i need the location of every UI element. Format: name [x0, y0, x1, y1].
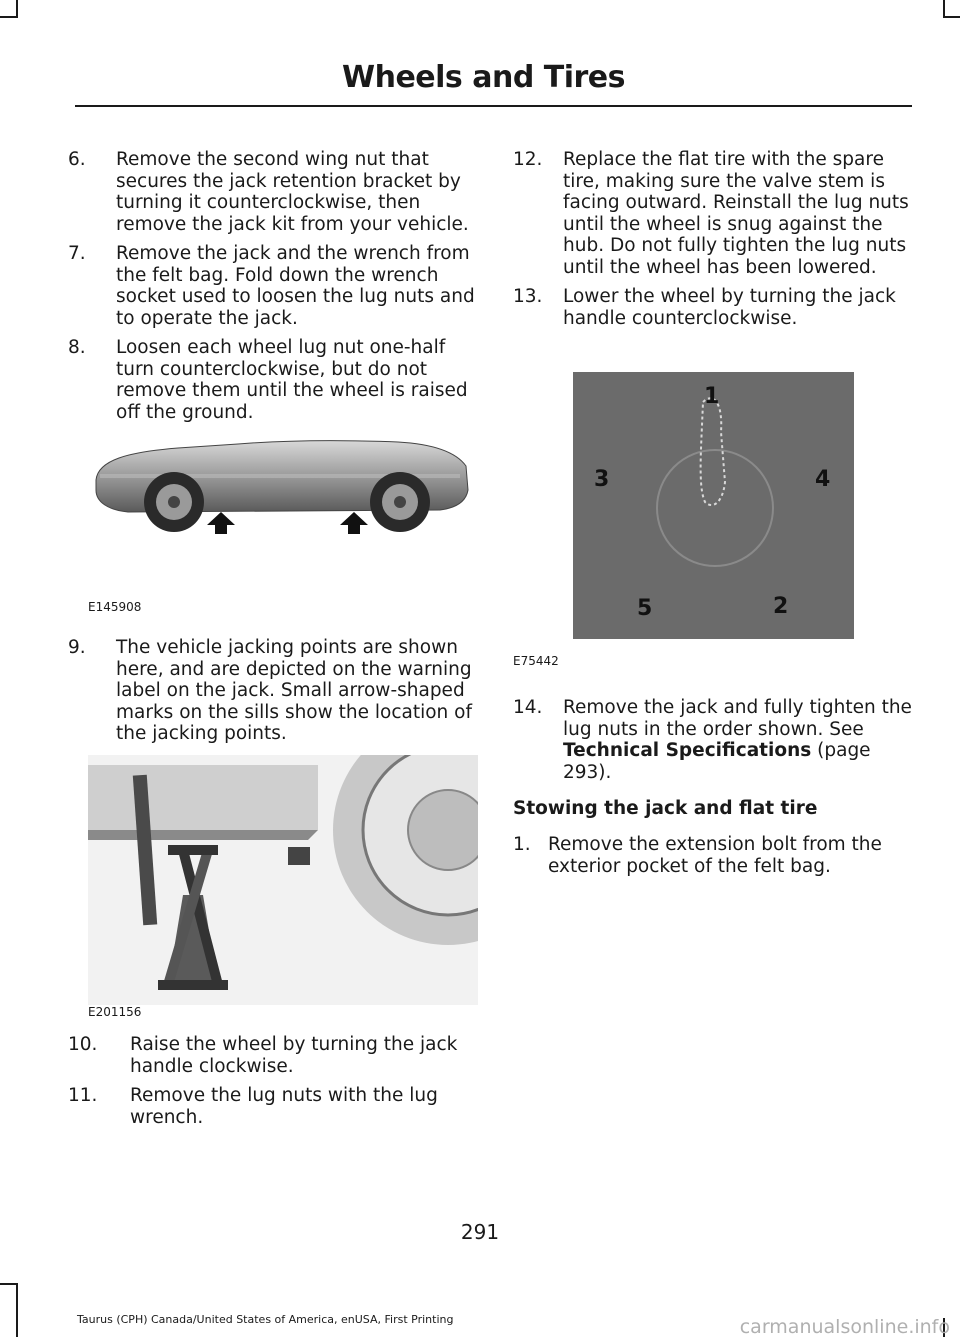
lug-label-3: 3 [594, 467, 610, 492]
step-number: 7. [68, 243, 86, 264]
step-number: 10. [68, 1034, 98, 1055]
step-number: 13. [513, 286, 543, 307]
step-text: to operate the jack. [116, 307, 298, 329]
header-rule [75, 105, 912, 107]
jack-figure [88, 755, 478, 1020]
figure-caption: E145908 [88, 600, 142, 614]
step-text: Remove the jack and fully tighten the [563, 697, 912, 718]
lug-nut-circle [573, 372, 854, 639]
step-number: 9. [68, 637, 86, 658]
step-text: handle clockwise. [130, 1055, 294, 1077]
footer-text: Taurus (CPH) Canada/United States of America, enUSA, First Printing [77, 1313, 454, 1326]
jack-illustration [88, 755, 478, 1005]
cross-reference-link[interactable]: Technical Specifications [563, 740, 812, 761]
step-text: marks on the sills show the location of [116, 701, 472, 723]
crop-mark [0, 1283, 18, 1285]
step-number: 12. [513, 149, 543, 170]
page-title: Wheels and Tires [342, 60, 625, 95]
step-text: exterior pocket of the felt bag. [548, 855, 831, 877]
page-ref: (page [811, 740, 871, 761]
section-heading: Stowing the jack and flat tire [513, 798, 818, 819]
step-text: until the wheel is snug against the [563, 213, 883, 235]
step-text: the jacking points. [116, 723, 287, 744]
step-text: Loosen each wheel lug nut one-half [116, 337, 446, 358]
step-text: off the ground. [116, 401, 254, 423]
figure-caption: E201156 [88, 1005, 142, 1019]
page-number: 291 [460, 1220, 500, 1244]
step-text: The vehicle jacking points are shown [116, 637, 458, 658]
step-number: 1. [513, 834, 531, 855]
crop-mark [943, 16, 960, 18]
watermark: carmanualsonline.info [739, 1316, 950, 1338]
step-text: Replace the flat tire with the spare [563, 149, 884, 170]
car-illustration [88, 430, 478, 560]
step-text: Remove the jack and the wrench from [116, 243, 470, 264]
step-text: lug nuts in the order shown. See [563, 718, 864, 740]
step-text: Remove the lug nuts with the lug [130, 1085, 438, 1106]
step-number: 6. [68, 149, 86, 170]
step-text [563, 740, 912, 762]
step-text: facing outward. Reinstall the lug nuts [563, 192, 909, 213]
lug-label-4: 4 [815, 467, 831, 492]
step-text: Remove the second wing nut that [116, 149, 429, 170]
lug-nut-order-figure [513, 372, 913, 672]
lug-nut-diagram [573, 372, 854, 639]
step-text: until the wheel has been lowered. [563, 256, 877, 278]
up-arrow-icon [340, 512, 368, 534]
step-text: 293). [563, 761, 612, 783]
step-number: 14. [513, 697, 543, 718]
step-text: the felt bag. Fold down the wrench [116, 264, 439, 286]
step-text: label on the jack. Small arrow-shaped [116, 680, 465, 701]
car-jacking-points-figure [88, 430, 478, 620]
step-number: 8. [68, 337, 86, 358]
step-text: Raise the wheel by turning the jack [130, 1034, 458, 1055]
figure-caption: E75442 [513, 654, 559, 668]
crop-mark [16, 1283, 18, 1337]
up-arrow-icon [207, 512, 235, 534]
step-text: secures the jack retention bracket by [116, 170, 461, 192]
step-text: here, and are depicted on the warning [116, 658, 472, 680]
lug-label-5: 5 [637, 596, 653, 621]
lug-label-1: 1 [704, 384, 720, 409]
step-text: turning it counterclockwise, then [116, 192, 421, 213]
step-text: handle counterclockwise. [563, 307, 798, 329]
step-text: socket used to loosen the lug nuts and [116, 286, 475, 307]
step-number: 11. [68, 1085, 98, 1106]
step-text: remove the jack kit from your vehicle. [116, 213, 469, 235]
crop-mark [0, 16, 18, 18]
step-text: remove them until the wheel is raised [116, 380, 468, 401]
lug-label-2: 2 [773, 594, 789, 619]
step-text: hub. Do not fully tighten the lug nuts [563, 235, 907, 256]
step-text: tire, making sure the valve stem is [563, 170, 885, 192]
step-text: turn counterclockwise, but do not [116, 358, 428, 380]
step-text: Remove the extension bolt from the [548, 834, 882, 855]
step-text: Lower the wheel by turning the jack [563, 286, 896, 307]
step-text: wrench. [130, 1106, 204, 1128]
